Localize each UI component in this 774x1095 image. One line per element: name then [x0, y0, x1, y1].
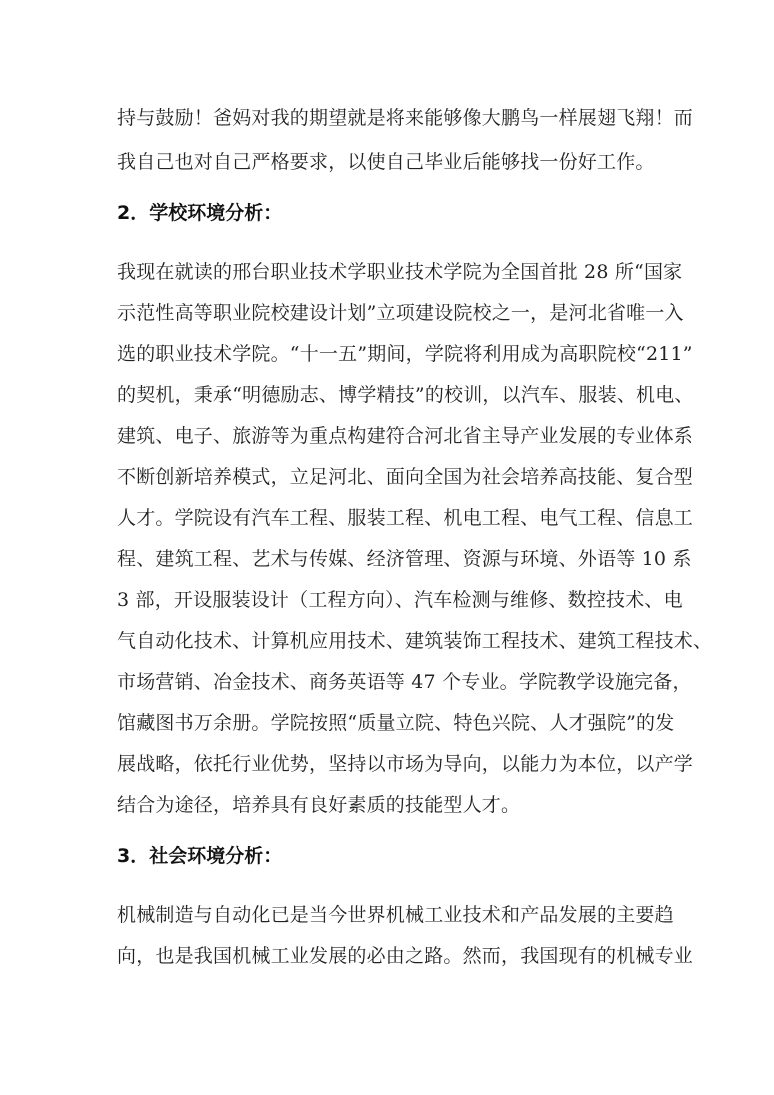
paragraph-2-line-6: 不断创新培养模式，立足河北、面向全国为社会培养高技能、复合型 — [117, 466, 694, 488]
paragraph-2-line-14: 结合为途径，培养具有良好素质的技能型人才。 — [117, 794, 521, 816]
section-heading-school-environment: 2．学校环境分析： — [117, 202, 283, 224]
paragraph-2-line-5: 建筑、电子、旅游等为重点构建符合河北省主导产业发展的专业体系 — [117, 425, 694, 447]
paragraph-2-line-10: 气自动化技术、计算机应用技术、建筑装饰工程技术、建筑工程技术、 — [117, 630, 713, 652]
paragraph-2-line-2: 示范性高等职业院校建设计划”立项建设院校之一，是河北省唯一入 — [117, 302, 684, 324]
paragraph-2-line-4: 的契机，秉承“明德励志、博学精技”的校训，以汽车、服装、机电、 — [117, 384, 694, 406]
paragraph-1-line-1: 持与鼓励！爸妈对我的期望就是将来能够像大鹏鸟一样展翅飞翔！而 — [117, 107, 694, 129]
paragraph-3-line-2: 向，也是我国机械工业发展的必由之路。然而，我国现有的机械专业 — [117, 945, 694, 967]
paragraph-2-line-3: 选的职业技术学院。“十一五”期间，学院将利用成为高职院校“211” — [117, 343, 693, 365]
paragraph-2-line-8: 程、建筑工程、艺术与传媒、经济管理、资源与环境、外语等 10 系 — [117, 548, 692, 570]
paragraph-1-line-2: 我自己也对自己严格要求，以使自己毕业后能够找一份好工作。 — [117, 151, 655, 173]
paragraph-3-line-1: 机械制造与自动化已是当今世界机械工业技术和产品发展的主要趋 — [117, 904, 674, 926]
paragraph-2-line-9: 3 部，开设服装设计（工程方向）、汽车检测与维修、数控技术、电 — [117, 589, 683, 611]
paragraph-2-line-11: 市场营销、冶金技术、商务英语等 47 个专业。学院教学设施完备， — [117, 671, 692, 693]
paragraph-2-line-7: 人才。学院设有汽车工程、服装工程、机电工程、电气工程、信息工 — [117, 507, 694, 529]
paragraph-2-line-13: 展战略，依托行业优势，坚持以市场为导向，以能力为本位，以产学 — [117, 753, 694, 775]
paragraph-2-line-12: 馆藏图书万余册。学院按照“质量立院、特色兴院、人才强院”的发 — [117, 712, 675, 734]
paragraph-2-line-1: 我现在就读的邢台职业技术学职业技术学院为全国首批 28 所“国家 — [117, 261, 683, 283]
section-heading-social-environment: 3．社会环境分析： — [117, 845, 283, 867]
